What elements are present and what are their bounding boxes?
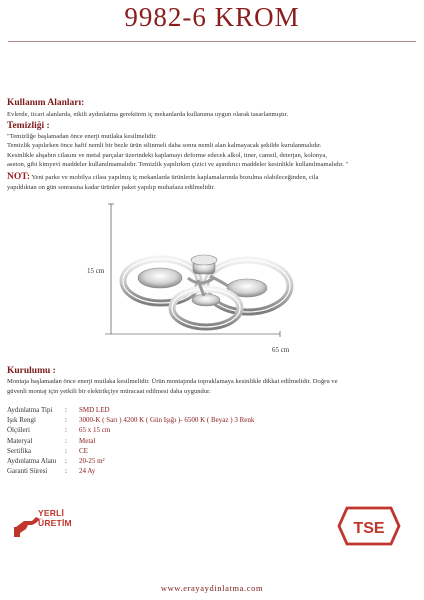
width-dimension: 65 cm [272,346,290,354]
usage-heading: Kullanım Alanları: [7,98,85,108]
height-dimension: 15 cm [87,267,105,275]
cleaning-line-1: "Temizliğe başlamadan önce enerji mutlaka kesilmelidir. [7,133,157,140]
spec-colon: : [65,436,67,445]
badge-line-1: YERLİ [38,508,65,518]
domestic-production-badge [38,509,72,528]
note-label: NOT: [7,172,31,182]
spec-row [7,446,307,456]
cleaning-line-3: Kesinlikle ahşabın cilasını ve metal parçalar üzerindeki kaplamayı deforme edecek alkol, tiner, camsil, deterjan, kolonya, [7,152,327,159]
spec-row [7,466,307,476]
spec-row [7,436,307,446]
spec-value: 65 x 15 cm [79,426,111,435]
tse-logo [337,505,401,547]
note-line-1 [7,173,417,183]
spec-colon: : [65,416,67,425]
spec-label: Işık Rengi [7,416,36,425]
spec-row [7,405,307,415]
product-title: 9982-6 KROM [124,2,300,32]
spec-value: 24 Ay [79,467,96,476]
spec-row [7,425,307,435]
spec-label: Garanti Süresi [7,467,48,476]
spec-colon: : [65,467,67,476]
spec-label: Ölçüleri [7,426,30,435]
spec-colon: : [65,426,67,435]
spec-value: CE [79,446,88,455]
spec-table [7,405,307,476]
spec-value: Metal [79,436,96,445]
spec-row [7,415,307,425]
spec-label: Aydınlatma Tipi [7,406,53,414]
spec-value: 3000-K ( Sarı ) 4200 K ( Gün Işığı )- 6500 K ( Beyaz ) 3 Renk [79,416,255,425]
spec-value: SMD LED [79,406,110,414]
spec-colon: : [65,446,67,455]
tse-logo-text: TSE [353,520,385,537]
installation-line-1: Montaja başlamadan önce enerji mutlaka kesilmelidir. Ürün montajında topraklamaya kesinlikle dikkat edilmelidir. Doğru ve [7,378,338,385]
spec-value: 20-25 m² [79,457,105,466]
website-link[interactable]: www.erayaydinlatma.com [160,583,264,593]
spec-row [7,456,307,466]
spec-colon: : [65,406,67,414]
spec-label: Sertifika [7,446,32,455]
usage-text: Evlerde, ticari alanlarda, etkili aydınlatma gerektiren iç mekanlarda kullanıma uygun olarak tasarlanmıştır. [7,111,289,118]
spec-label: Aydınlatma Alanı [7,457,57,466]
spec-label: Materyal [7,436,33,445]
cleaning-line-2: Temizlik yapılırken önce hafif nemli bir bezle ürün silinmeli daha sonra nemli alan kalmayacak şekilde kurulanmalıdır. [7,142,322,149]
spec-colon: : [65,457,67,466]
installation-heading: Kurulumu : [7,366,56,376]
title-divider [8,41,416,42]
note-text-1: Yeni parke ve mobilya cilası yapılmış iç mekanlarda ürünlerin kaplamalarında bozulma olabileceğinden, cila [31,174,319,181]
cleaning-line-4: aseton, gibi kimyevi maddeler kullanılmamalıdır. Temizlik yapılırken çizici ve aşındırıcı maddeler kesinlikle kullanılmamalıdır. " [7,161,349,168]
note-line-2: yapıldıktan on gün sonrasına kadar ürünler paket yapılıp muhafaza edilmelidir. [7,184,216,191]
badge-line-2: ÜRETİM [38,517,72,528]
chandelier-image [123,255,290,327]
cleaning-heading: Temizliği : [7,121,50,131]
installation-line-2: güvenli montaj için yetkili bir elektrikçiye müracaat edilmesi daha uygundur. [7,388,211,395]
product-diagram [0,196,424,360]
